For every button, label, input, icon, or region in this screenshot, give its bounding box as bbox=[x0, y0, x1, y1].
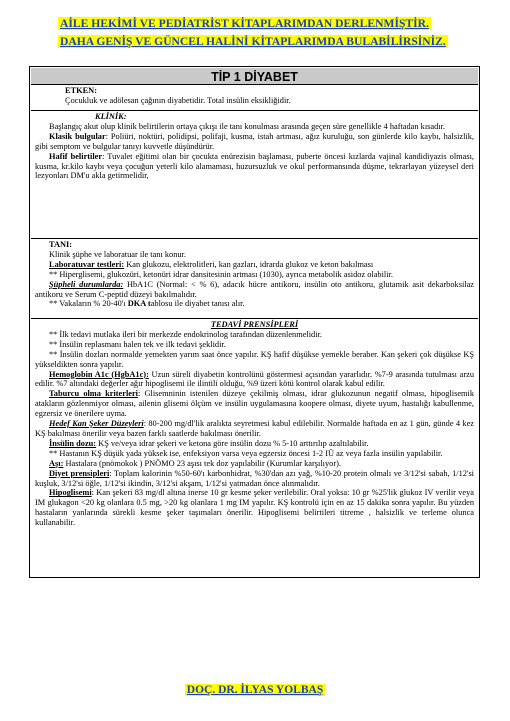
banner-line-2: DAHA GENİŞ VE GÜNCEL HALİNİ KİTAPLARIMDA BULABİLİRSİNİZ. bbox=[60, 35, 446, 48]
etken-section bbox=[31, 86, 478, 108]
insulin-label: İnsülin dozu: bbox=[49, 438, 97, 448]
klasik-text: : Poliüri, noktüri, polidipsi, polifaji, kusma, istah artması, ağız kuruluğu, son günlerde kilo kaybı, halsizlik, gibi semptom ve bulgular tanıyı kuvvetle düşündürür. bbox=[35, 131, 474, 151]
klinik-intro: Başlangıç akut olup klinik belirtilerin ortaya çıkışı ile tanı konulması arasında geçen süre genellikle 4 haftadan kısadır. bbox=[49, 121, 445, 131]
tedavi-insulin bbox=[35, 439, 474, 449]
etken-text: Çocukluk ve adölesan çağının diyabetidir. Total insülin eksikliğidir. bbox=[65, 95, 291, 105]
asi-label: Aşı: bbox=[49, 458, 64, 468]
supheli-text: HbA1C (Normal: < % 6), adacık hücre antikoru, insülin oto antikoru, glutamik asit dekarboksilaz antikoru ve Serum C-peptid düzeyi bakılmalıdır. bbox=[35, 279, 474, 299]
hafif-text: : Tuvalet eğitimi olan bir çocukta enürezisin başlaması, puberte öncesi kızlarda vajinal kandidiyazis olması, kusma, kr.kilo kaybı veya çocuğun yeterli kilo alamaması, huzursuzluk ve okul performansında düşme, tekrarlayan yüzeysel deri lezyonları DM'u akla getirmelidir, bbox=[35, 151, 474, 181]
l5-post: ablosu ile diyabet tanısı alır. bbox=[150, 299, 245, 309]
taburcu-text: : Glisemninin istenilen düzeye çekilmiş olması, idrar glukozunun negatif olması, hipoglisemik atakların gözlenmiyor olması, ailenin glisemi ölçüm ve insülin uygulamasına koopere olması, diyete uyum, hastalığı kabullenme, egzersiz ve önerilere uyma. bbox=[35, 389, 474, 419]
diyet-label: Diyet prensipleri bbox=[49, 468, 110, 478]
tedavi-p1: ** İlk tedavi mutlaka ileri bir merkezde endokrinolog tarafından düzenlenmelidir. bbox=[49, 329, 322, 339]
hafif-label: Hafif belirtiler bbox=[49, 151, 103, 161]
title-bar bbox=[31, 68, 478, 85]
page-title: TİP 1 DİYABET bbox=[211, 70, 298, 84]
tedavi-asi bbox=[35, 459, 474, 469]
banner-line-1: AİLE HEKİMİ VE PEDİATRİST KİTAPLARIMDAN DERLENMİŞTİR. bbox=[60, 17, 429, 30]
tani-heading: TANI: bbox=[49, 240, 73, 249]
etken-heading: ETKEN: bbox=[65, 86, 97, 95]
klinik-hafif bbox=[35, 152, 474, 182]
klasik-label: Klasik bulgular bbox=[49, 131, 106, 141]
tedavi-p8: ** Hastanın KŞ düşük yada yüksek ise, enfeksiyon varsa veya egzersiz öncesi 1-2 IÜ az veya fazla insülin yapılabilir. bbox=[49, 448, 443, 458]
klinik-heading: KLİNİK: bbox=[95, 112, 127, 121]
tani-line1: Klinik şüphe ve laboratuar ile tanı konur. bbox=[49, 249, 186, 259]
tedavi-hipo bbox=[35, 488, 474, 528]
hba1c-text: Uzun süreli diyabetin kontrolünü göstermesi açısından yararlıdır. %7-9 arasında tutulması arzu edilir. %7 altındaki değerler ağır hipoglisemi ile ilintili olduğu, %9 üzeri kötü kontrol olarak kabul edilir. bbox=[35, 369, 474, 389]
hba1c-label: Hemoglobin A1c (HgbA1c): bbox=[49, 369, 149, 379]
tani-line3: ** Hiperglisemi, glukozüri, ketonüri idrar dansitesinin artması (1030), ayrıca metabolik asidoz olabilir. bbox=[49, 269, 393, 279]
tani-section bbox=[31, 238, 478, 315]
hedef-text: : 80-200 mg/dl'lik aralıkta seyretmesi kabul edilebilir. Normalde haftada en az 1 gün, günde 4 kez KŞ bakılması önerilir veya bazen farklı saatlerde bakılması önerilir. bbox=[35, 419, 474, 438]
diyet-text: : Toplam kalorinin %50-60'ı karbonhidrat, %30'dan azı yağ, %10-20 protein olmalı ve 3/12'si sabah, 1/12'si kuşluk, 3/12'si öğle, 1/12'si ikindin, 3/12'si akşam, 1/12'si yatmadan önce alınmalıdır. bbox=[35, 468, 475, 488]
tedavi-diyet bbox=[35, 469, 474, 489]
lab-label: Laboratuvar testleri: bbox=[49, 259, 125, 269]
tedavi-section bbox=[31, 318, 478, 576]
source-banner bbox=[58, 14, 478, 50]
tedavi-hba1c bbox=[35, 370, 474, 390]
supheli-label: Şüpheli durumlarda: bbox=[49, 279, 124, 289]
hipo-text: : Kan şekeri 83 mg/dl altına inerse 10 gr kesme şeker verilebilir. Oral yoksa: 10 gr %25'lik glukoz IV verilir veya IM glukagon <20 kg olanlara 0.5 mg, >20 kg olanlara 1 mg IM yapılır. KŞ kontrolü için en az 15 dakika sonra yapılır. Bu yüzden hastaların yanlarında sürekli kesme şeker taşımaları önerilir. Hipoglisemi belirtileri titreme , halsizlik ve terleme olunca kullanabilir. bbox=[35, 488, 474, 528]
tedavi-p2: ** İnsülin replasmanı halen tek ve ilk tedavi şeklidir. bbox=[49, 339, 226, 349]
klinik-klasik bbox=[35, 132, 474, 152]
tedavi-taburcu bbox=[35, 389, 474, 419]
asi-text: Hastalara (pnömokok ) PNÖMO 23 aşısı tek doz yapılabilir (Kurumlar karşılıyor). bbox=[63, 458, 341, 468]
taburcu-label: Taburcu olma kriterleri bbox=[49, 389, 138, 399]
tedavi-hedef bbox=[35, 419, 474, 439]
l5-pre: ** Vakaların % 20-40'ı bbox=[49, 299, 128, 309]
lab-text: Kan glukozu, elektrolitleri, kan gazları, idrarda glukoz ve keton bakılması bbox=[124, 259, 374, 269]
tedavi-heading: TEDAVİ PRENSİPLERİ bbox=[210, 320, 299, 329]
klinik-section bbox=[31, 110, 478, 236]
l5-bold: DKA t bbox=[127, 299, 151, 309]
author-name: DOÇ. DR. İLYAS YOLBAŞ bbox=[186, 684, 324, 696]
tani-lab bbox=[35, 260, 474, 270]
tani-line5 bbox=[35, 299, 474, 309]
insulin-text: KŞ ve/veya idrar şekeri ve ketona göre insülin dozu % 5-10 arttırılıp azaltılabilir. bbox=[96, 438, 369, 448]
tedavi-p3: ** İnsülin dozları normalde yemekten yarım saat önce yapılır. KŞ hafif düşükse yemekle beraber. Kan şekeri çok düşükse KŞ yükseldikten sonra yapılır. bbox=[35, 349, 474, 369]
author-footer bbox=[0, 680, 510, 698]
hipo-label: Hipoglisemi bbox=[49, 488, 92, 498]
hedef-label: Hedef Kan Şeker Düzeyleri bbox=[49, 419, 144, 429]
tani-supheli bbox=[35, 280, 474, 300]
